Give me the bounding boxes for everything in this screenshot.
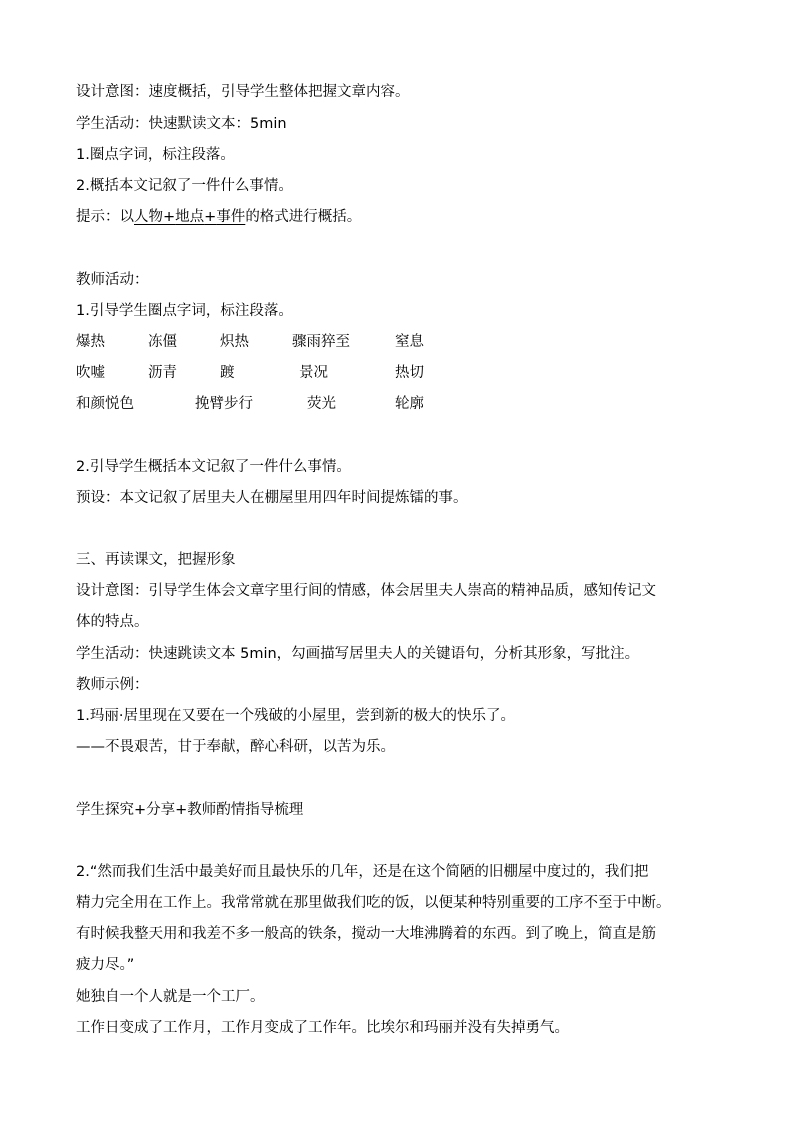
vocab-word: 沥青 bbox=[148, 365, 177, 381]
vocab-word: 冻僵 bbox=[148, 334, 177, 350]
student-activity-line: 学生活动：快速默读文本：5min bbox=[76, 116, 287, 132]
quote-2-line-2: 精力完全用在工作上。我常常就在那里做我们吃的饭，以便某种特别重要的工序不至于中断。 bbox=[76, 895, 671, 911]
factory-line: 她独自一个人就是一个工厂。 bbox=[76, 989, 265, 1005]
vocab-word: 踱 bbox=[220, 365, 235, 381]
hint-plus-2: + bbox=[204, 209, 217, 225]
vocab-word: 爆热 bbox=[76, 334, 105, 350]
quote-2-line-3: 有时候我整天用和我差不多一般高的铁条，搅动一大堆沸腾着的东西。到了晚上，简直是筋 bbox=[76, 926, 656, 942]
quote-2-line-4: 疲力尽。” bbox=[76, 957, 135, 973]
hint-person: 人物 bbox=[134, 209, 163, 225]
vocab-word: 窒息 bbox=[395, 334, 424, 350]
hint-line bbox=[76, 207, 361, 227]
vocab-word: 热切 bbox=[395, 365, 424, 381]
teacher-step-2: 2.引导学生概括本文记叙了一件什么事情。 bbox=[76, 459, 351, 475]
teacher-activity-heading: 教师活动： bbox=[76, 272, 149, 288]
task-2-line: 2.概括本文记叙了一件什么事情。 bbox=[76, 178, 293, 194]
teacher-step-1: 1.引导学生圈点字词，标注段落。 bbox=[76, 303, 293, 319]
vocab-word: 骤雨猝至 bbox=[292, 334, 350, 350]
vocab-word: 轮廓 bbox=[395, 396, 424, 412]
task-1-line: 1.圈点字词，标注段落。 bbox=[76, 147, 235, 163]
explore-line: 学生探究+分享+教师酌情指导梳理 bbox=[76, 802, 304, 818]
example-1-annotation: ——不畏艰苦，甘于奉献，醉心科研，以苦为乐。 bbox=[76, 739, 395, 755]
preset-answer: 预设：本文记叙了居里夫人在棚屋里用四年时间提炼镭的事。 bbox=[76, 490, 468, 506]
hint-plus-1: + bbox=[163, 209, 176, 225]
teacher-example-heading: 教师示例： bbox=[76, 677, 149, 693]
section-3-design-intent-line-2: 体的特点。 bbox=[76, 614, 149, 630]
quote-2-line-1: 2.“然而我们生活中最美好而且最快乐的几年，还是在这个简陋的旧棚屋中度过的，我们把 bbox=[76, 864, 649, 880]
vocab-word: 和颜悦色 bbox=[76, 396, 134, 412]
vocab-word: 挽臂步行 bbox=[195, 396, 253, 412]
design-intent-line: 设计意图：速度概括，引导学生整体把握文章内容。 bbox=[76, 84, 410, 100]
vocab-word: 炽热 bbox=[220, 334, 249, 350]
example-1-quote: 1.玛丽·居里现在又要在一个残破的小屋里，尝到新的极大的快乐了。 bbox=[76, 708, 515, 724]
section-3-design-intent-line-1: 设计意图：引导学生体会文章字里行间的情感，体会居里夫人崇高的精神品质，感知传记文 bbox=[76, 583, 656, 599]
workdays-line: 工作日变成了工作月，工作月变成了工作年。比埃尔和玛丽并没有失掉勇气。 bbox=[76, 1020, 569, 1036]
section-3-student-activity: 学生活动：快速跳读文本 5min，勾画描写居里夫人的关键语句，分析其形象，写批注。 bbox=[76, 646, 640, 662]
hint-event: 事件 bbox=[216, 209, 246, 225]
hint-suffix: 的格式进行概括。 bbox=[245, 209, 362, 225]
vocab-word: 吹嘘 bbox=[76, 365, 105, 381]
section-3-heading: 三、再读课文，把握形象 bbox=[76, 552, 236, 568]
hint-prefix: 提示：以 bbox=[76, 209, 134, 225]
vocab-word: 荧光 bbox=[307, 396, 336, 412]
vocab-word: 景况 bbox=[299, 365, 328, 381]
hint-place: 地点 bbox=[175, 209, 205, 225]
